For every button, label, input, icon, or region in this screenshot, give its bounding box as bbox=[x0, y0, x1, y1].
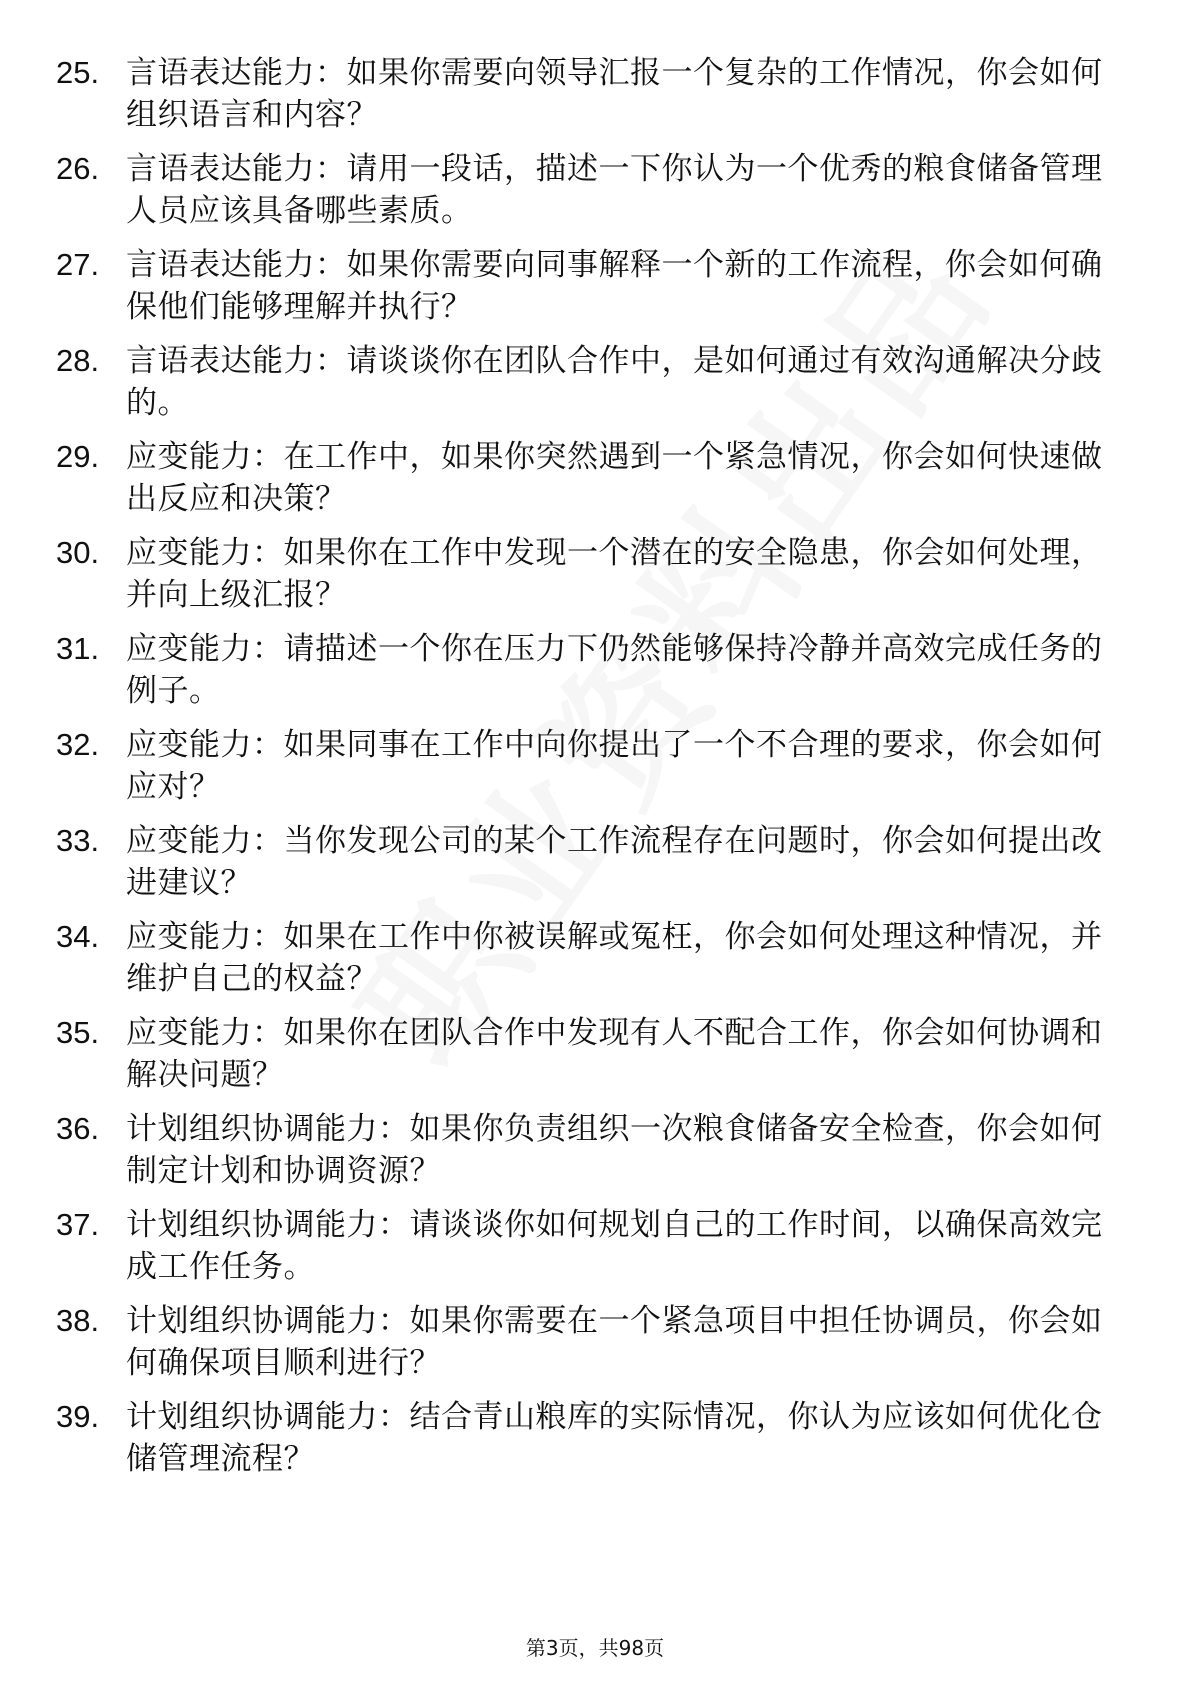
list-item bbox=[56, 1300, 1116, 1396]
question-number: 30. bbox=[56, 535, 100, 570]
list-item bbox=[56, 1204, 1116, 1300]
question-number: 37. bbox=[56, 1207, 100, 1242]
question-text: 计划组织协调能力：请谈谈你如何规划自己的工作时间，以确保高效完成工作任务。 bbox=[126, 1207, 1103, 1285]
question-text: 计划组织协调能力：如果你负责组织一次粮食储备安全检查，你会如何制定计划和协调资源？ bbox=[126, 1111, 1103, 1189]
question-number: 34. bbox=[56, 919, 100, 954]
question-text: 应变能力：如果你在团队合作中发现有人不配合工作，你会如何协调和解决问题？ bbox=[126, 1015, 1103, 1093]
question-number: 39. bbox=[56, 1399, 100, 1434]
list-item bbox=[56, 1012, 1116, 1108]
question-text: 言语表达能力：如果你需要向领导汇报一个复杂的工作情况，你会如何组织语言和内容？ bbox=[126, 55, 1103, 133]
question-number: 33. bbox=[56, 823, 100, 858]
list-item bbox=[56, 52, 1116, 148]
question-text: 应变能力：如果在工作中你被误解或冤枉，你会如何处理这种情况，并维护自己的权益？ bbox=[126, 919, 1103, 997]
list-item bbox=[56, 532, 1116, 628]
question-text: 言语表达能力：请用一段话，描述一下你认为一个优秀的粮食储备管理人员应该具备哪些素质。 bbox=[126, 151, 1103, 229]
question-number: 26. bbox=[56, 151, 100, 186]
question-number: 32. bbox=[56, 727, 100, 762]
list-item bbox=[56, 148, 1116, 244]
question-number: 36. bbox=[56, 1111, 100, 1146]
list-item bbox=[56, 628, 1116, 724]
question-text: 计划组织协调能力：结合青山粮库的实际情况，你认为应该如何优化仓储管理流程？ bbox=[126, 1399, 1103, 1477]
question-number: 25. bbox=[56, 55, 100, 90]
question-text: 应变能力：如果同事在工作中向你提出了一个不合理的要求，你会如何应对？ bbox=[126, 727, 1103, 805]
page-footer: 第3页，共98页 bbox=[525, 1636, 665, 1660]
list-item bbox=[56, 724, 1116, 820]
question-text: 计划组织协调能力：如果你需要在一个紧急项目中担任协调员，你会如何确保项目顺利进行？ bbox=[126, 1303, 1103, 1381]
question-text: 应变能力：当你发现公司的某个工作流程存在问题时，你会如何提出改进建议？ bbox=[126, 823, 1103, 901]
list-item bbox=[56, 916, 1116, 1012]
question-text: 应变能力：请描述一个你在压力下仍然能够保持冷静并高效完成任务的例子。 bbox=[126, 631, 1103, 709]
question-number: 31. bbox=[56, 631, 100, 666]
question-number: 27. bbox=[56, 247, 100, 282]
question-text: 应变能力：如果你在工作中发现一个潜在的安全隐患，你会如何处理，并向上级汇报？ bbox=[126, 535, 1103, 613]
question-text: 言语表达能力：请谈谈你在团队合作中，是如何通过有效沟通解决分歧的。 bbox=[126, 343, 1103, 421]
question-number: 35. bbox=[56, 1015, 100, 1050]
list-item bbox=[56, 1396, 1116, 1492]
list-item bbox=[56, 820, 1116, 916]
question-text: 应变能力：在工作中，如果你突然遇到一个紧急情况，你会如何快速做出反应和决策？ bbox=[126, 439, 1103, 517]
list-item bbox=[56, 436, 1116, 532]
question-number: 28. bbox=[56, 343, 100, 378]
list-item bbox=[56, 1108, 1116, 1204]
question-text: 言语表达能力：如果你需要向同事解释一个新的工作流程，你会如何确保他们能够理解并执行？ bbox=[126, 247, 1103, 325]
list-item bbox=[56, 340, 1116, 436]
question-number: 38. bbox=[56, 1303, 100, 1338]
question-list bbox=[56, 52, 1116, 1492]
question-number: 29. bbox=[56, 439, 100, 474]
list-item bbox=[56, 244, 1116, 340]
